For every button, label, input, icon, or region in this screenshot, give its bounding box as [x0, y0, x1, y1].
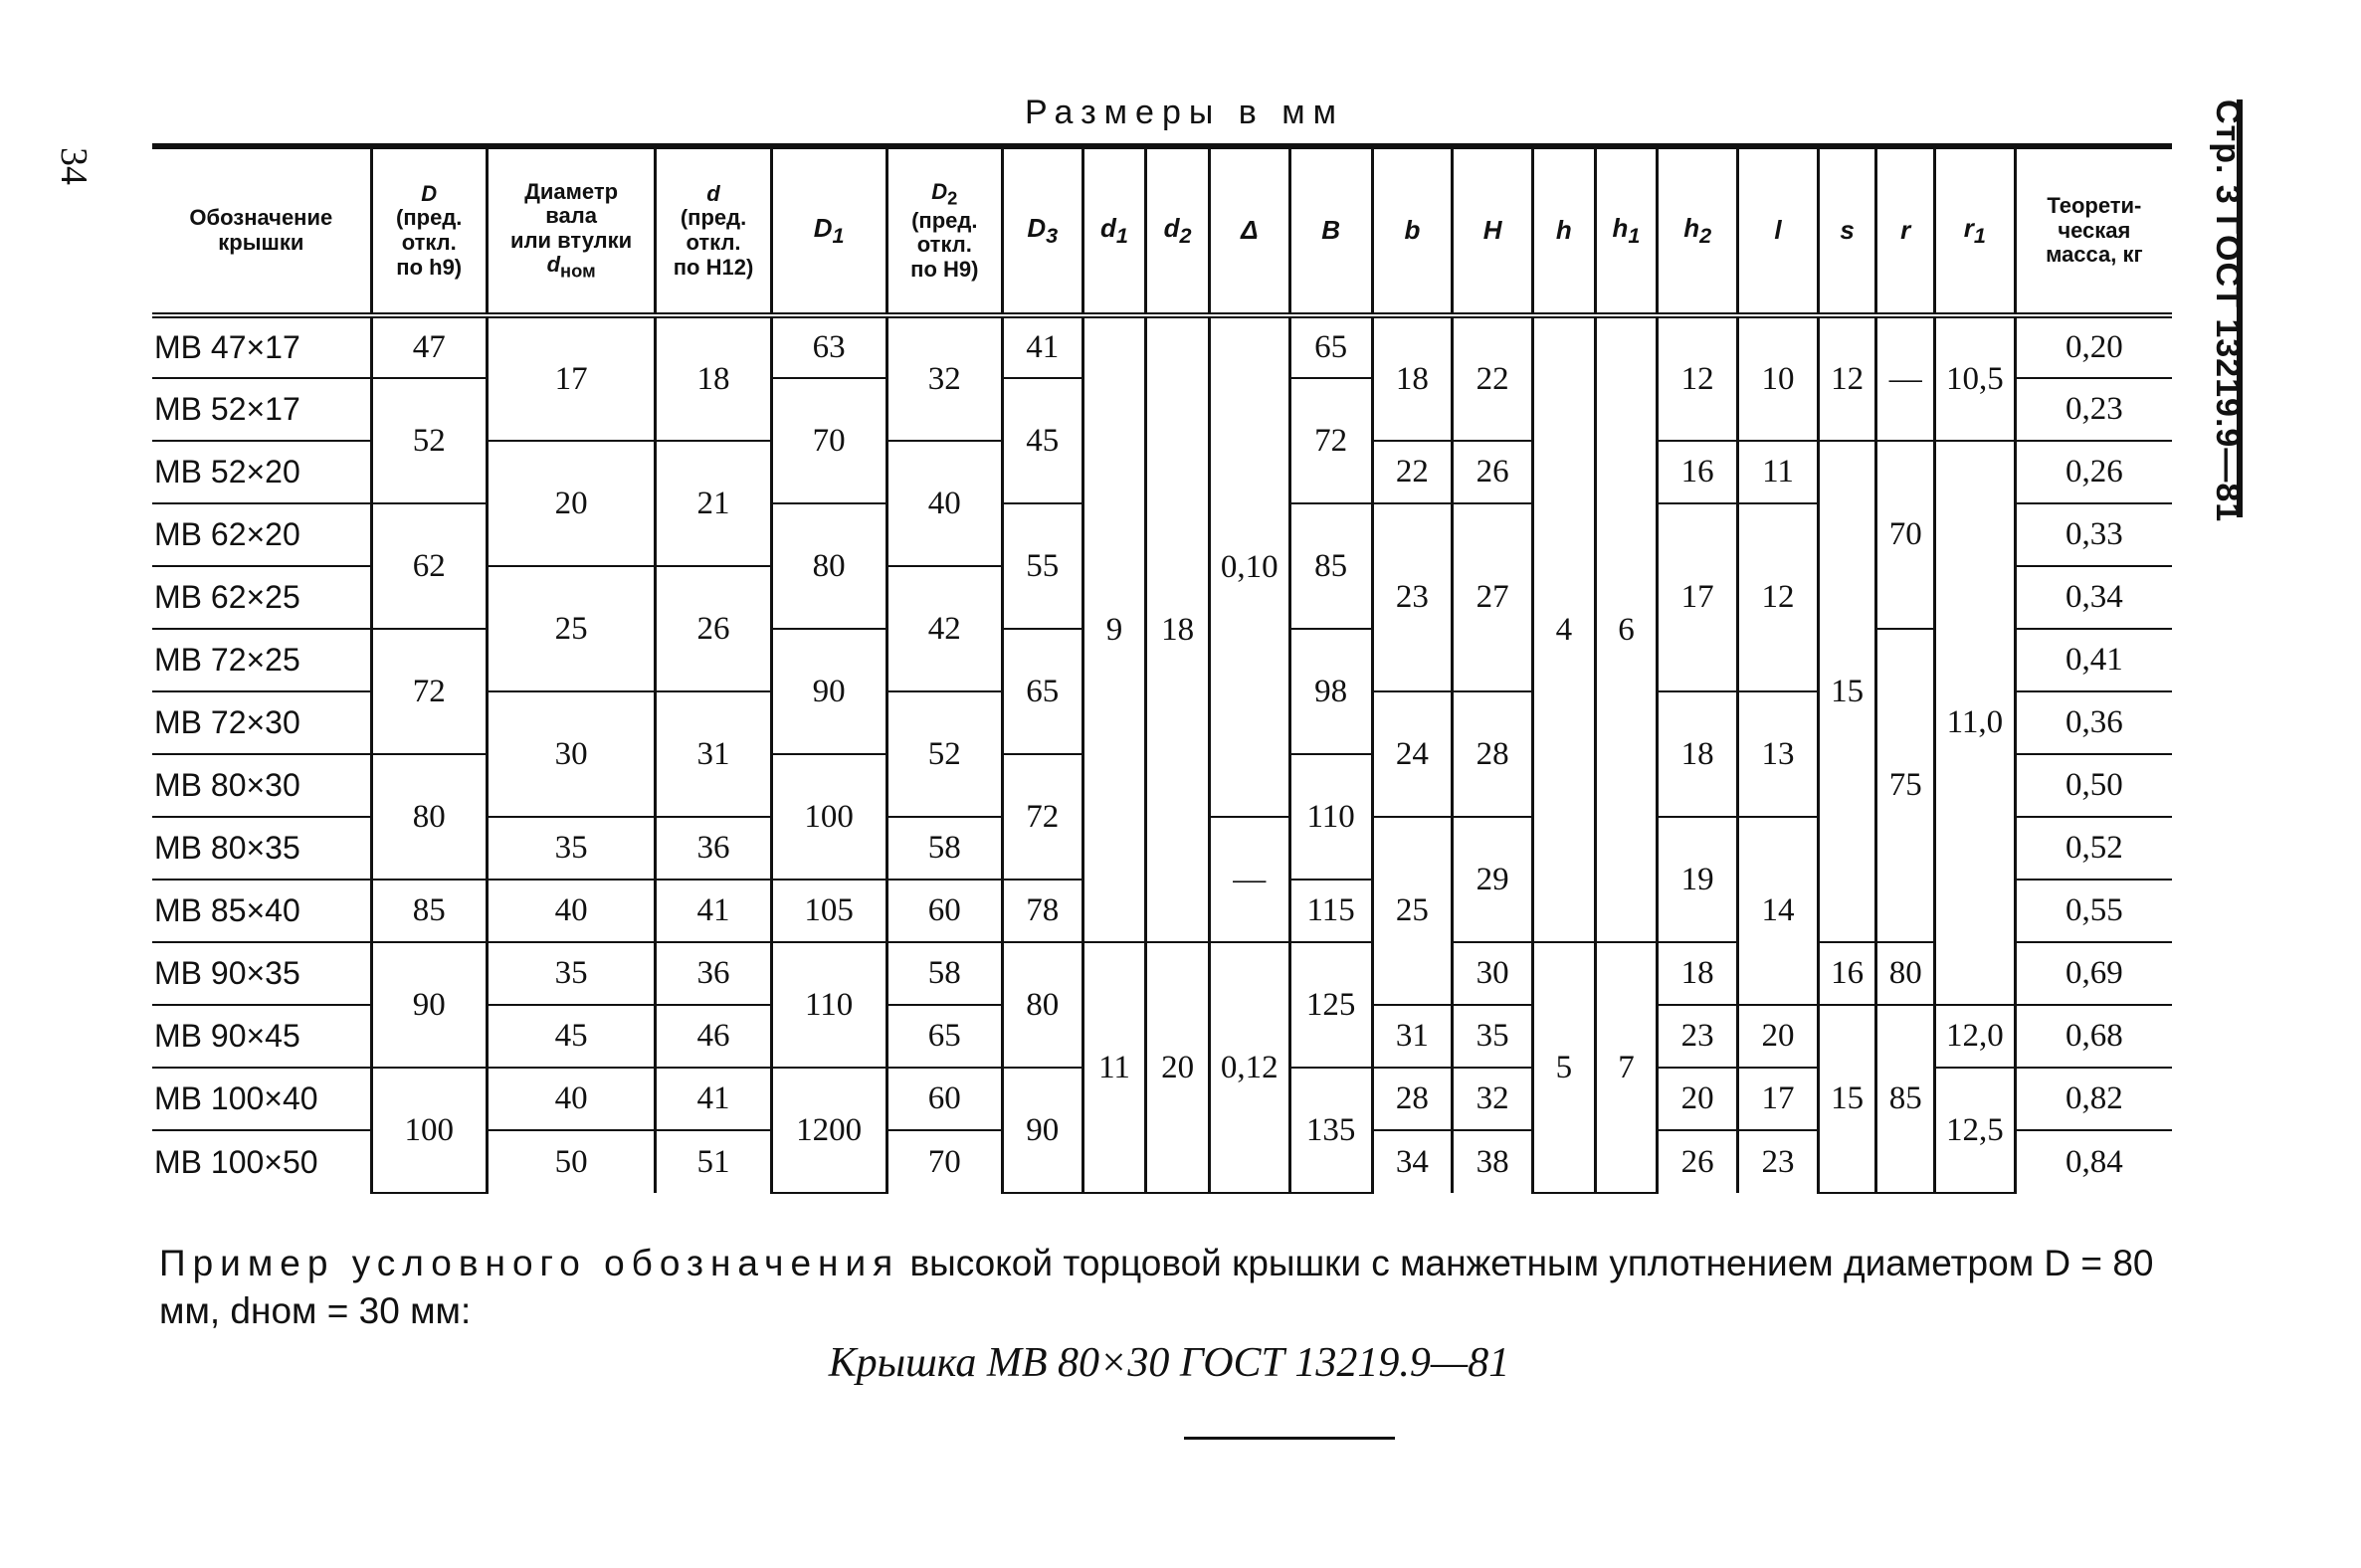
cell-B: 110 — [1289, 754, 1372, 880]
cell-h2: 18 — [1658, 691, 1738, 817]
col-header-h: h — [1533, 146, 1596, 315]
cell-dnom: 20 — [487, 441, 656, 566]
col-header-s: s — [1818, 146, 1876, 315]
designation-text: МВ 90×35 — [154, 955, 300, 991]
cell-r: — — [1876, 315, 1935, 441]
cell-h: 4 — [1533, 315, 1596, 942]
col-header-D2: $D_2$ (пред. откл. по H9) — [886, 146, 1002, 315]
cell-H: 32 — [1453, 1068, 1533, 1130]
cell-s: 16 — [1818, 942, 1876, 1005]
cell-H: 26 — [1453, 441, 1533, 503]
cell-D: 100 — [371, 1068, 487, 1193]
cell-D: 85 — [371, 880, 487, 942]
designation-cell — [152, 441, 371, 503]
cell-b: 23 — [1372, 503, 1453, 691]
cell-H: 35 — [1453, 1005, 1533, 1068]
cell-mass: 0,36 — [2015, 691, 2172, 754]
end-rule — [1184, 1437, 1395, 1440]
cell-l: 13 — [1738, 691, 1819, 817]
cell-b: 18 — [1372, 315, 1453, 441]
cell-D2: 52 — [886, 691, 1002, 817]
table-header-row — [152, 146, 2172, 315]
cell-D2: 70 — [886, 1130, 1002, 1193]
cell-H: 22 — [1453, 315, 1533, 441]
cell-B: 85 — [1289, 503, 1372, 629]
designation-cell — [152, 754, 371, 817]
cell-d: 41 — [656, 880, 771, 942]
cell-delta: 0,12 — [1209, 942, 1289, 1193]
cell-mass: 0,50 — [2015, 754, 2172, 817]
cell-D2: 65 — [886, 1005, 1002, 1068]
cell-h1: 6 — [1595, 315, 1658, 942]
cell-B: 115 — [1289, 880, 1372, 942]
col-header-d1: $d_1$ — [1082, 146, 1146, 315]
cell-mass: 0,84 — [2015, 1130, 2172, 1193]
standard-page-label: Стр. 3 ГОСТ 13219.9—81 — [2209, 99, 2247, 523]
cell-D3: 90 — [1002, 1068, 1082, 1193]
cell-H: 28 — [1453, 691, 1533, 817]
designation-text: МВ 72×25 — [154, 642, 300, 678]
cell-D1: 90 — [771, 629, 886, 754]
cell-mass: 0,52 — [2015, 817, 2172, 880]
col-header-b: b — [1372, 146, 1453, 315]
designation-cell — [152, 503, 371, 566]
cell-D: 90 — [371, 942, 487, 1068]
units-caption: Размеры в мм — [1025, 94, 1345, 131]
cell-B: 135 — [1289, 1068, 1372, 1193]
cell-D2: 60 — [886, 880, 1002, 942]
cell-D1: 63 — [771, 315, 886, 378]
cell-mass: 0,41 — [2015, 629, 2172, 691]
cell-dnom: 25 — [487, 566, 656, 691]
cell-d: 36 — [656, 942, 771, 1005]
cell-b: 34 — [1372, 1130, 1453, 1193]
cell-l: 11 — [1738, 441, 1819, 503]
cell-mass: 0,20 — [2015, 315, 2172, 378]
designation-text: МВ 72×30 — [154, 704, 300, 740]
cell-h2: 26 — [1658, 1130, 1738, 1193]
cell-D: 47 — [371, 315, 487, 378]
cell-l: 17 — [1738, 1068, 1819, 1130]
cell-d: 31 — [656, 691, 771, 817]
example-lead: Пример условного обозначения — [159, 1243, 900, 1283]
col-header-designation: Обозначение крышки — [189, 205, 333, 255]
col-header-B: B — [1289, 146, 1372, 315]
cell-b: 31 — [1372, 1005, 1453, 1068]
col-header-r: r — [1876, 146, 1935, 315]
cell-d2: 20 — [1146, 942, 1210, 1193]
cell-d: 26 — [656, 566, 771, 691]
cell-B: 65 — [1289, 315, 1372, 378]
designation-cell — [152, 566, 371, 629]
cell-D3: 78 — [1002, 880, 1082, 942]
cell-b: 24 — [1372, 691, 1453, 817]
designation-text: МВ 52×17 — [154, 391, 300, 427]
cell-l: 12 — [1738, 503, 1819, 691]
designation-text: МВ 62×20 — [154, 516, 300, 552]
cell-h: 5 — [1533, 942, 1596, 1193]
designation-cell — [152, 629, 371, 691]
cell-mass: 0,82 — [2015, 1068, 2172, 1130]
cell-D1: 110 — [771, 942, 886, 1068]
cell-mass: 0,26 — [2015, 441, 2172, 503]
designation-text: МВ 100×40 — [154, 1080, 318, 1116]
col-header-D3: $D_3$ — [1002, 146, 1082, 315]
designation-text: МВ 90×45 — [154, 1018, 300, 1054]
designation-cell — [152, 691, 371, 754]
col-header-H: H — [1453, 146, 1533, 315]
cell-H: 30 — [1453, 942, 1533, 1005]
cell-h1: 7 — [1595, 942, 1658, 1193]
designation-text: МВ 80×30 — [154, 767, 300, 803]
designation-cell — [152, 1068, 371, 1130]
cell-d: 18 — [656, 315, 771, 441]
cell-D1: 70 — [771, 378, 886, 503]
cell-h2: 19 — [1658, 817, 1738, 942]
designation-cell — [152, 1130, 371, 1193]
designation-cell — [152, 817, 371, 880]
col-header-mass: Теорети- ческая масса, кг — [2015, 146, 2172, 315]
cell-r1: 10,5 — [1934, 315, 2015, 441]
cell-mass: 0,55 — [2015, 880, 2172, 942]
designation-text: МВ 85×40 — [154, 892, 300, 928]
designation-cell — [152, 942, 371, 1005]
col-header-d2: $d_2$ — [1146, 146, 1210, 315]
cell-s: 15 — [1818, 1005, 1876, 1193]
designation-cell — [152, 315, 371, 378]
cell-h2: 18 — [1658, 942, 1738, 1005]
cell-mass: 0,69 — [2015, 942, 2172, 1005]
col-header-D: D (пред. откл. по h9) — [371, 146, 487, 315]
cell-D1: 80 — [771, 503, 886, 629]
cell-D2: 58 — [886, 817, 1002, 880]
cell-d1: 11 — [1082, 942, 1146, 1193]
cell-s: 15 — [1818, 441, 1876, 942]
designation-text: МВ 62×25 — [154, 579, 300, 615]
cell-d: 46 — [656, 1005, 771, 1068]
cell-s: 12 — [1818, 315, 1876, 441]
cell-D1: 1200 — [771, 1068, 886, 1193]
cell-d: 36 — [656, 817, 771, 880]
cell-B: 98 — [1289, 629, 1372, 754]
cell-h2: 20 — [1658, 1068, 1738, 1130]
cell-H: 38 — [1453, 1130, 1533, 1193]
cell-mass: 0,68 — [2015, 1005, 2172, 1068]
col-header-dnom: Диаметр вала или втулки $d_{ном}$ — [487, 146, 656, 315]
cell-r1: 12,5 — [1934, 1068, 2015, 1193]
cell-b: 22 — [1372, 441, 1453, 503]
cell-dnom: 17 — [487, 315, 656, 441]
cell-h2: 17 — [1658, 503, 1738, 691]
designation-text: МВ 80×35 — [154, 830, 300, 866]
cell-D3: 72 — [1002, 754, 1082, 880]
cell-d1: 9 — [1082, 315, 1146, 942]
cell-D2: 58 — [886, 942, 1002, 1005]
cell-B: 72 — [1289, 378, 1372, 503]
cell-D2: 42 — [886, 566, 1002, 691]
cell-dnom: 45 — [487, 1005, 656, 1068]
col-header-h2: $h_2$ — [1658, 146, 1738, 315]
cell-D3: 55 — [1002, 503, 1082, 629]
col-header-r1: $r_1$ — [1934, 146, 2015, 315]
cell-mass: 0,33 — [2015, 503, 2172, 566]
cell-h2: 16 — [1658, 441, 1738, 503]
col-header-delta: Δ — [1209, 146, 1289, 315]
cell-d: 21 — [656, 441, 771, 566]
cell-delta: 0,10 — [1209, 315, 1289, 817]
cell-dnom: 35 — [487, 942, 656, 1005]
cell-dnom: 35 — [487, 817, 656, 880]
cell-b: 28 — [1372, 1068, 1453, 1130]
designation-example — [159, 1240, 2179, 1387]
cell-D: 72 — [371, 629, 487, 754]
cell-dnom: 50 — [487, 1130, 656, 1193]
cell-r: 80 — [1876, 942, 1935, 1005]
cell-mass: 0,23 — [2015, 378, 2172, 441]
col-header-h1: $h_1$ — [1595, 146, 1658, 315]
cell-D3: 65 — [1002, 629, 1082, 754]
cell-mass: 0,34 — [2015, 566, 2172, 629]
designation-cell — [152, 1005, 371, 1068]
designation-cell — [152, 378, 371, 441]
cell-D3: 41 — [1002, 315, 1082, 378]
cell-r: 85 — [1876, 1005, 1935, 1193]
cell-l: 14 — [1738, 817, 1819, 1005]
cell-delta: — — [1209, 817, 1289, 942]
cell-d: 41 — [656, 1068, 771, 1130]
cell-b: 25 — [1372, 817, 1453, 1005]
cell-D2: 32 — [886, 315, 1002, 441]
cell-D3: 80 — [1002, 942, 1082, 1068]
cell-D2: 60 — [886, 1068, 1002, 1130]
cell-D: 80 — [371, 754, 487, 880]
cell-D2: 40 — [886, 441, 1002, 566]
col-header-l: l — [1738, 146, 1819, 315]
col-header-d: d (пред. откл. по H12) — [656, 146, 771, 315]
cell-d: 51 — [656, 1130, 771, 1193]
col-header-D1: $D_1$ — [771, 146, 886, 315]
cell-l: 20 — [1738, 1005, 1819, 1068]
cell-r1: 11,0 — [1934, 441, 2015, 1005]
table-row — [152, 942, 2172, 1005]
designation-text: МВ 47×17 — [154, 329, 300, 365]
cell-D1: 105 — [771, 880, 886, 942]
cell-D3: 45 — [1002, 378, 1082, 503]
cell-r1: 12,0 — [1934, 1005, 2015, 1068]
designation-text: МВ 52×20 — [154, 454, 300, 490]
cell-B: 125 — [1289, 942, 1372, 1068]
cell-dnom: 40 — [487, 1068, 656, 1130]
cell-r: 75 — [1876, 629, 1935, 942]
table-row — [152, 315, 2172, 378]
cell-D1: 100 — [771, 754, 886, 880]
cell-D: 62 — [371, 503, 487, 629]
designation-text: МВ 100×50 — [154, 1143, 318, 1180]
cell-r: 70 — [1876, 441, 1935, 629]
cell-h2: 12 — [1658, 315, 1738, 441]
example-code: Крышка МВ 80×30 ГОСТ 13219.9—81 — [828, 1340, 1510, 1386]
example-text: высокой торцовой крышки с манжетным уплотнением диаметром D = 80 мм, dном = 30 мм: — [159, 1243, 2154, 1331]
cell-D: 52 — [371, 378, 487, 503]
dimensions-table — [152, 143, 2172, 1194]
cell-H: 27 — [1453, 503, 1533, 691]
cell-H: 29 — [1453, 817, 1533, 942]
cell-l: 23 — [1738, 1130, 1819, 1193]
cell-dnom: 40 — [487, 880, 656, 942]
page-number: 34 — [53, 147, 95, 185]
cell-d2: 18 — [1146, 315, 1210, 942]
cell-h2: 23 — [1658, 1005, 1738, 1068]
cell-l: 10 — [1738, 315, 1819, 441]
designation-cell — [152, 880, 371, 942]
cell-dnom: 30 — [487, 691, 656, 817]
